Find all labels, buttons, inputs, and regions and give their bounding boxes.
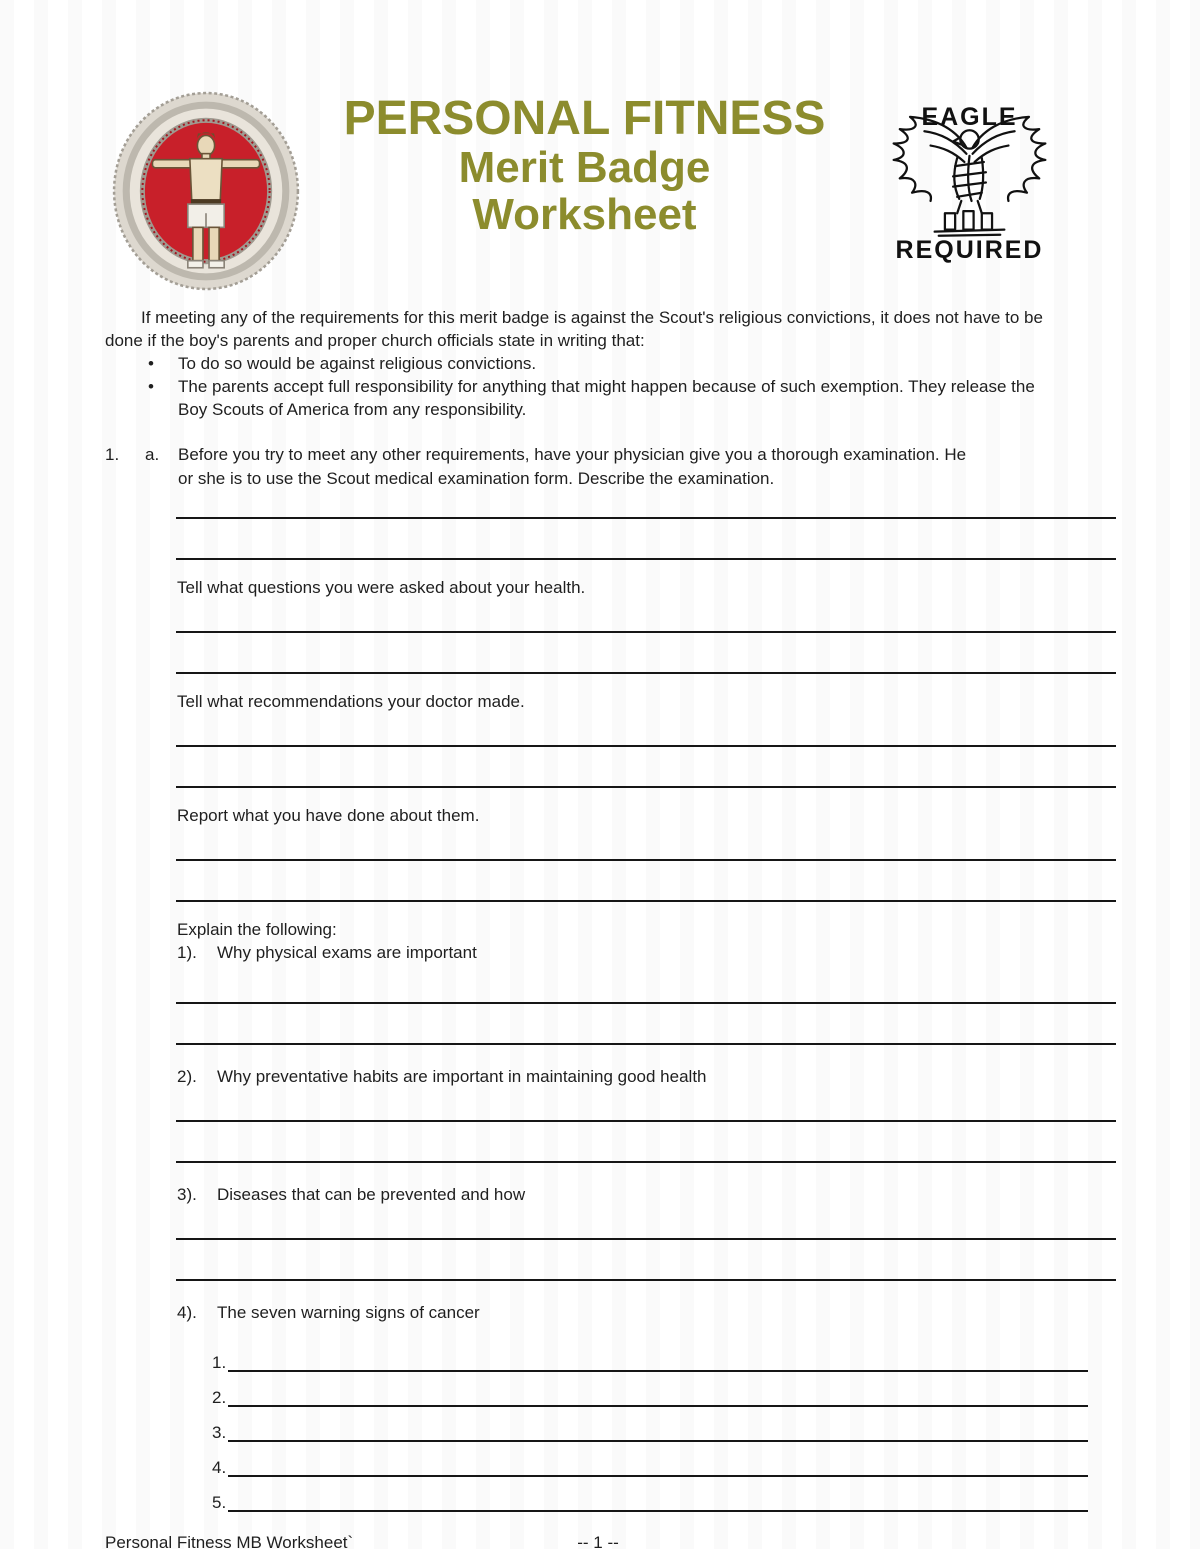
answer-line[interactable] bbox=[176, 1002, 1116, 1004]
prompt-health-questions: Tell what questions you were asked about your health. bbox=[177, 578, 586, 597]
item-label: 4). bbox=[177, 1303, 197, 1322]
bullet-icon: • bbox=[148, 377, 154, 396]
title-line-1: PERSONAL FITNESS bbox=[343, 92, 826, 145]
list-item bbox=[212, 1478, 1088, 1513]
intro-paragraph bbox=[105, 306, 1105, 352]
item-text: Why physical exams are important bbox=[217, 943, 477, 962]
question-number: 1. bbox=[105, 445, 120, 464]
item-number: 1. bbox=[212, 1353, 227, 1372]
page-number: -- 1 -- bbox=[577, 1533, 619, 1549]
eagle-label: EAGLE bbox=[921, 103, 1018, 131]
answer-line[interactable] bbox=[176, 1161, 1116, 1163]
item-label: 3). bbox=[177, 1185, 197, 1204]
merit-badge-patch-icon bbox=[110, 90, 302, 292]
list-item bbox=[212, 1338, 1088, 1373]
page-title bbox=[302, 94, 867, 238]
answer-line[interactable] bbox=[228, 1510, 1088, 1512]
explain-heading: Explain the following: bbox=[177, 920, 337, 939]
answer-line[interactable] bbox=[228, 1475, 1088, 1477]
header bbox=[0, 86, 1200, 292]
answer-line[interactable] bbox=[176, 1279, 1116, 1281]
answer-line[interactable] bbox=[228, 1440, 1088, 1442]
answer-line[interactable] bbox=[228, 1405, 1088, 1407]
question-letter: a. bbox=[145, 445, 160, 464]
bullet-icon: • bbox=[148, 354, 154, 373]
item-label: 2). bbox=[177, 1067, 197, 1086]
item-label: 1). bbox=[177, 943, 197, 962]
answer-line[interactable] bbox=[176, 786, 1116, 788]
list-item bbox=[212, 1443, 1088, 1478]
answer-line[interactable] bbox=[176, 1238, 1116, 1240]
page-footer bbox=[0, 1533, 1200, 1549]
eagle-required-emblem bbox=[867, 86, 1072, 263]
item-number: 3. bbox=[212, 1423, 227, 1442]
intro-line-1: If meeting any of the requirements for this merit badge is against the Scout's religious convictions, it does not have to be bbox=[141, 308, 1043, 327]
item-text: Diseases that can be prevented and how bbox=[217, 1185, 526, 1204]
list-item bbox=[148, 352, 1115, 375]
intro-line-2: done if the boy's parents and proper church officials state in writing that: bbox=[105, 331, 645, 350]
question-text bbox=[178, 443, 966, 491]
intro-bullet-list bbox=[0, 352, 1200, 421]
prompt-doctor-recommendations: Tell what recommendations your doctor made. bbox=[177, 692, 525, 711]
answer-line[interactable] bbox=[176, 558, 1116, 560]
answer-line[interactable] bbox=[176, 1120, 1116, 1122]
item-number: 2. bbox=[212, 1388, 227, 1407]
question-1a bbox=[105, 443, 1120, 491]
answer-line[interactable] bbox=[176, 745, 1116, 747]
bullet-text bbox=[178, 375, 1035, 421]
cancer-signs-list bbox=[0, 1338, 1200, 1513]
answer-line[interactable] bbox=[228, 1370, 1088, 1372]
item-number: 5. bbox=[212, 1493, 227, 1512]
personal-fitness-badge-icon bbox=[110, 90, 302, 297]
answer-line[interactable] bbox=[176, 859, 1116, 861]
list-item bbox=[212, 1373, 1088, 1408]
footer-document-title: Personal Fitness MB Worksheet` bbox=[105, 1533, 354, 1549]
item-number: 4. bbox=[212, 1458, 227, 1477]
question-text-line-1: Before you try to meet any other requirements, have your physician give you a thorough examination. He bbox=[178, 445, 967, 464]
answer-line[interactable] bbox=[176, 672, 1116, 674]
title-line-2: Merit Badge bbox=[458, 143, 711, 192]
prompt-report-done: Report what you have done about them. bbox=[177, 806, 480, 825]
answer-line[interactable] bbox=[176, 631, 1116, 633]
required-label: REQUIRED bbox=[895, 236, 1044, 264]
explain-item-4 bbox=[177, 1301, 1116, 1324]
title-line-3: Worksheet bbox=[472, 190, 697, 239]
item-text: The seven warning signs of cancer bbox=[217, 1303, 480, 1322]
list-item bbox=[148, 375, 1115, 421]
answer-line[interactable] bbox=[176, 900, 1116, 902]
answer-line[interactable] bbox=[176, 1043, 1116, 1045]
bullet-text: To do so would be against religious convictions. bbox=[178, 354, 537, 373]
answer-line[interactable] bbox=[176, 517, 1116, 519]
list-item bbox=[212, 1408, 1088, 1443]
explain-item-2 bbox=[177, 1065, 1116, 1088]
question-text-line-2: or she is to use the Scout medical examination form. Describe the examination. bbox=[178, 469, 775, 488]
explain-item-1 bbox=[177, 941, 1116, 964]
bullet-text-line-2: Boy Scouts of America from any responsibility. bbox=[178, 400, 527, 419]
item-text: Why preventative habits are important in maintaining good health bbox=[217, 1067, 707, 1086]
explain-item-3 bbox=[177, 1183, 1116, 1206]
bullet-text-line-1: The parents accept full responsibility for anything that might happen because of such exemption. They release the bbox=[178, 377, 1035, 396]
